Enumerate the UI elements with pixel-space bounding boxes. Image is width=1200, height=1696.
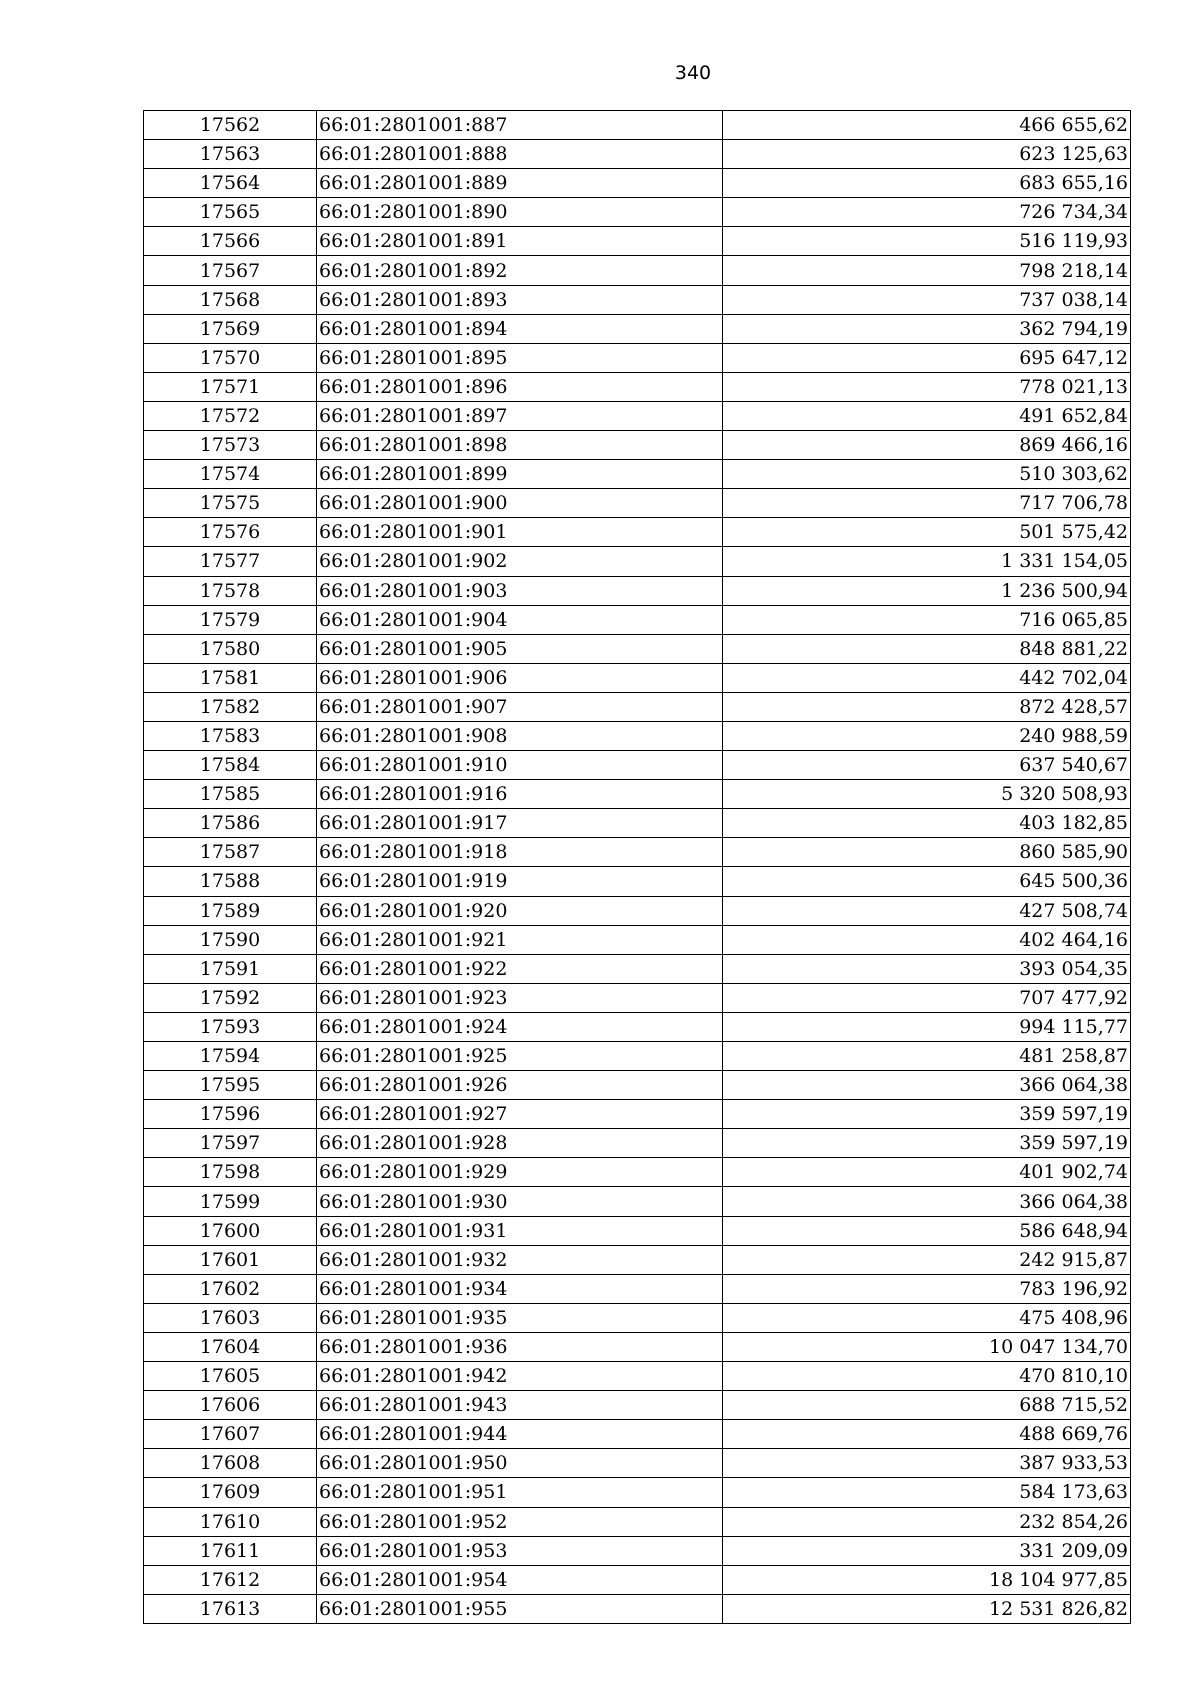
cadastral-value: 475 408,96: [723, 1303, 1131, 1332]
cadastral-value: 10 047 134,70: [723, 1332, 1131, 1361]
cadastral-value: 637 540,67: [723, 751, 1131, 780]
row-number: 17609: [144, 1478, 317, 1507]
table-row: [144, 431, 1131, 460]
cadastral-number: 66:01:2801001:950: [317, 1449, 723, 1478]
row-number: 17562: [144, 111, 317, 140]
cadastral-value: 466 655,62: [723, 111, 1131, 140]
cadastral-value: 442 702,04: [723, 663, 1131, 692]
cadastral-number: 66:01:2801001:887: [317, 111, 723, 140]
cadastral-value: 470 810,10: [723, 1362, 1131, 1391]
cadastral-number: 66:01:2801001:917: [317, 809, 723, 838]
cadastral-number: 66:01:2801001:953: [317, 1536, 723, 1565]
cadastral-value: 387 933,53: [723, 1449, 1131, 1478]
row-number: 17577: [144, 547, 317, 576]
row-number: 17605: [144, 1362, 317, 1391]
cadastral-number: 66:01:2801001:905: [317, 634, 723, 663]
cadastral-number: 66:01:2801001:943: [317, 1391, 723, 1420]
cadastral-value: 848 881,22: [723, 634, 1131, 663]
cadastral-number: 66:01:2801001:910: [317, 751, 723, 780]
row-number: 17585: [144, 780, 317, 809]
cadastral-number: 66:01:2801001:942: [317, 1362, 723, 1391]
table-row: [144, 227, 1131, 256]
row-number: 17602: [144, 1274, 317, 1303]
table-row: [144, 169, 1131, 198]
row-number: 17591: [144, 954, 317, 983]
row-number: 17610: [144, 1507, 317, 1536]
table-row: [144, 285, 1131, 314]
table-row: [144, 140, 1131, 169]
row-number: 17578: [144, 576, 317, 605]
row-number: 17570: [144, 343, 317, 372]
row-number: 17607: [144, 1420, 317, 1449]
cadastral-number: 66:01:2801001:934: [317, 1274, 723, 1303]
table-row: [144, 198, 1131, 227]
row-number: 17572: [144, 401, 317, 430]
row-number: 17590: [144, 925, 317, 954]
row-number: 17586: [144, 809, 317, 838]
row-number: 17579: [144, 605, 317, 634]
cadastral-value: 427 508,74: [723, 896, 1131, 925]
cadastral-value: 366 064,38: [723, 1187, 1131, 1216]
cadastral-number: 66:01:2801001:929: [317, 1158, 723, 1187]
row-number: 17606: [144, 1391, 317, 1420]
cadastral-value: 240 988,59: [723, 721, 1131, 750]
row-number: 17566: [144, 227, 317, 256]
cadastral-number: 66:01:2801001:906: [317, 663, 723, 692]
cadastral-number: 66:01:2801001:902: [317, 547, 723, 576]
cadastral-number: 66:01:2801001:891: [317, 227, 723, 256]
cadastral-number: 66:01:2801001:951: [317, 1478, 723, 1507]
cadastral-number: 66:01:2801001:903: [317, 576, 723, 605]
table-row: [144, 1274, 1131, 1303]
row-number: 17580: [144, 634, 317, 663]
table-row: [144, 663, 1131, 692]
cadastral-number: 66:01:2801001:921: [317, 925, 723, 954]
cadastral-number: 66:01:2801001:952: [317, 1507, 723, 1536]
cadastral-value: 872 428,57: [723, 692, 1131, 721]
row-number: 17568: [144, 285, 317, 314]
cadastral-value: 510 303,62: [723, 460, 1131, 489]
table-row: [144, 547, 1131, 576]
cadastral-number: 66:01:2801001:918: [317, 838, 723, 867]
table-row: [144, 489, 1131, 518]
row-number: 17573: [144, 431, 317, 460]
row-number: 17564: [144, 169, 317, 198]
cadastral-value: 232 854,26: [723, 1507, 1131, 1536]
cadastral-number: 66:01:2801001:907: [317, 692, 723, 721]
row-number: 17565: [144, 198, 317, 227]
table-row: [144, 401, 1131, 430]
cadastral-number: 66:01:2801001:897: [317, 401, 723, 430]
cadastral-value: 359 597,19: [723, 1129, 1131, 1158]
row-number: 17583: [144, 721, 317, 750]
table-row: [144, 1245, 1131, 1274]
cadastral-value: 362 794,19: [723, 314, 1131, 343]
cadastral-number: 66:01:2801001:900: [317, 489, 723, 518]
table-row: [144, 1565, 1131, 1594]
row-number: 17563: [144, 140, 317, 169]
row-number: 17587: [144, 838, 317, 867]
table-row: [144, 1594, 1131, 1623]
table-row: [144, 256, 1131, 285]
cadastral-value: 695 647,12: [723, 343, 1131, 372]
table-row: [144, 1536, 1131, 1565]
row-number: 17597: [144, 1129, 317, 1158]
row-number: 17589: [144, 896, 317, 925]
cadastral-number: 66:01:2801001:899: [317, 460, 723, 489]
cadastral-number: 66:01:2801001:944: [317, 1420, 723, 1449]
row-number: 17601: [144, 1245, 317, 1274]
table-row: [144, 460, 1131, 489]
cadastral-value: 783 196,92: [723, 1274, 1131, 1303]
cadastral-value: 860 585,90: [723, 838, 1131, 867]
cadastral-number: 66:01:2801001:954: [317, 1565, 723, 1594]
table-row: [144, 925, 1131, 954]
cadastral-value: 737 038,14: [723, 285, 1131, 314]
cadastral-number: 66:01:2801001:932: [317, 1245, 723, 1274]
cadastral-number: 66:01:2801001:923: [317, 983, 723, 1012]
row-number: 17567: [144, 256, 317, 285]
cadastral-value: 869 466,16: [723, 431, 1131, 460]
table-row: [144, 1420, 1131, 1449]
cadastral-number: 66:01:2801001:930: [317, 1187, 723, 1216]
cadastral-number: 66:01:2801001:924: [317, 1012, 723, 1041]
table-row: [144, 1332, 1131, 1361]
row-number: 17608: [144, 1449, 317, 1478]
row-number: 17599: [144, 1187, 317, 1216]
cadastral-value: 401 902,74: [723, 1158, 1131, 1187]
cadastral-value: 393 054,35: [723, 954, 1131, 983]
cadastral-value: 584 173,63: [723, 1478, 1131, 1507]
table-row: [144, 1362, 1131, 1391]
cadastral-value: 798 218,14: [723, 256, 1131, 285]
row-number: 17575: [144, 489, 317, 518]
cadastral-value: 5 320 508,93: [723, 780, 1131, 809]
cadastral-value: 516 119,93: [723, 227, 1131, 256]
cadastral-value: 716 065,85: [723, 605, 1131, 634]
row-number: 17604: [144, 1332, 317, 1361]
table-row: [144, 896, 1131, 925]
table-row: [144, 1012, 1131, 1041]
table-row: [144, 1216, 1131, 1245]
row-number: 17598: [144, 1158, 317, 1187]
row-number: 17592: [144, 983, 317, 1012]
cadastral-number: 66:01:2801001:894: [317, 314, 723, 343]
cadastral-number: 66:01:2801001:908: [317, 721, 723, 750]
cadastral-value: 18 104 977,85: [723, 1565, 1131, 1594]
table-row: [144, 372, 1131, 401]
table-row: [144, 1071, 1131, 1100]
row-number: 17612: [144, 1565, 317, 1594]
cadastral-number: 66:01:2801001:895: [317, 343, 723, 372]
cadastral-value: 778 021,13: [723, 372, 1131, 401]
cadastral-number: 66:01:2801001:920: [317, 896, 723, 925]
cadastral-number: 66:01:2801001:919: [317, 867, 723, 896]
cadastral-number: 66:01:2801001:896: [317, 372, 723, 401]
cadastral-number: 66:01:2801001:893: [317, 285, 723, 314]
cadastral-value: 586 648,94: [723, 1216, 1131, 1245]
cadastral-number: 66:01:2801001:931: [317, 1216, 723, 1245]
page-number: 340: [674, 62, 712, 84]
table-row: [144, 111, 1131, 140]
row-number: 17594: [144, 1042, 317, 1071]
cadastral-number: 66:01:2801001:890: [317, 198, 723, 227]
cadastral-value: 402 464,16: [723, 925, 1131, 954]
cadastral-number: 66:01:2801001:889: [317, 169, 723, 198]
cadastral-number: 66:01:2801001:922: [317, 954, 723, 983]
row-number: 17581: [144, 663, 317, 692]
table-row: [144, 838, 1131, 867]
table-row: [144, 343, 1131, 372]
row-number: 17596: [144, 1100, 317, 1129]
table-row: [144, 1507, 1131, 1536]
cadastral-value: 491 652,84: [723, 401, 1131, 430]
cadastral-number: 66:01:2801001:898: [317, 431, 723, 460]
row-number: 17576: [144, 518, 317, 547]
row-number: 17611: [144, 1536, 317, 1565]
cadastral-value: 688 715,52: [723, 1391, 1131, 1420]
row-number: 17582: [144, 692, 317, 721]
cadastral-number: 66:01:2801001:955: [317, 1594, 723, 1623]
row-number: 17574: [144, 460, 317, 489]
table-row: [144, 809, 1131, 838]
table-row: [144, 576, 1131, 605]
cadastral-value: 726 734,34: [723, 198, 1131, 227]
cadastral-value: 403 182,85: [723, 809, 1131, 838]
cadastral-number: 66:01:2801001:928: [317, 1129, 723, 1158]
table-row: [144, 867, 1131, 896]
table-row: [144, 1478, 1131, 1507]
cadastral-value: 242 915,87: [723, 1245, 1131, 1274]
registry-table: [143, 110, 1131, 1624]
row-number: 17588: [144, 867, 317, 896]
table-row: [144, 983, 1131, 1012]
table-row: [144, 954, 1131, 983]
table-row: [144, 314, 1131, 343]
row-number: 17569: [144, 314, 317, 343]
row-number: 17593: [144, 1012, 317, 1041]
table-row: [144, 1303, 1131, 1332]
cadastral-value: 488 669,76: [723, 1420, 1131, 1449]
cadastral-value: 359 597,19: [723, 1100, 1131, 1129]
cadastral-number: 66:01:2801001:927: [317, 1100, 723, 1129]
table-row: [144, 780, 1131, 809]
cadastral-number: 66:01:2801001:916: [317, 780, 723, 809]
row-number: 17584: [144, 751, 317, 780]
cadastral-value: 645 500,36: [723, 867, 1131, 896]
cadastral-value: 623 125,63: [723, 140, 1131, 169]
row-number: 17613: [144, 1594, 317, 1623]
cadastral-value: 331 209,09: [723, 1536, 1131, 1565]
table-row: [144, 1187, 1131, 1216]
cadastral-value: 481 258,87: [723, 1042, 1131, 1071]
row-number: 17571: [144, 372, 317, 401]
row-number: 17595: [144, 1071, 317, 1100]
table-row: [144, 1391, 1131, 1420]
cadastral-value: 683 655,16: [723, 169, 1131, 198]
cadastral-value: 1 236 500,94: [723, 576, 1131, 605]
cadastral-value: 366 064,38: [723, 1071, 1131, 1100]
cadastral-value: 12 531 826,82: [723, 1594, 1131, 1623]
table-row: [144, 634, 1131, 663]
table-row: [144, 518, 1131, 547]
cadastral-value: 707 477,92: [723, 983, 1131, 1012]
row-number: 17603: [144, 1303, 317, 1332]
cadastral-number: 66:01:2801001:901: [317, 518, 723, 547]
table-row: [144, 721, 1131, 750]
cadastral-number: 66:01:2801001:892: [317, 256, 723, 285]
cadastral-number: 66:01:2801001:936: [317, 1332, 723, 1361]
cadastral-number: 66:01:2801001:904: [317, 605, 723, 634]
table-row: [144, 1449, 1131, 1478]
cadastral-number: 66:01:2801001:925: [317, 1042, 723, 1071]
cadastral-number: 66:01:2801001:888: [317, 140, 723, 169]
table-row: [144, 1100, 1131, 1129]
cadastral-value: 994 115,77: [723, 1012, 1131, 1041]
registry-table-body: [144, 111, 1131, 1624]
table-row: [144, 605, 1131, 634]
table-row: [144, 751, 1131, 780]
cadastral-value: 717 706,78: [723, 489, 1131, 518]
table-row: [144, 1158, 1131, 1187]
cadastral-number: 66:01:2801001:935: [317, 1303, 723, 1332]
cadastral-number: 66:01:2801001:926: [317, 1071, 723, 1100]
table-row: [144, 692, 1131, 721]
cadastral-value: 501 575,42: [723, 518, 1131, 547]
table-row: [144, 1129, 1131, 1158]
cadastral-value: 1 331 154,05: [723, 547, 1131, 576]
table-row: [144, 1042, 1131, 1071]
row-number: 17600: [144, 1216, 317, 1245]
